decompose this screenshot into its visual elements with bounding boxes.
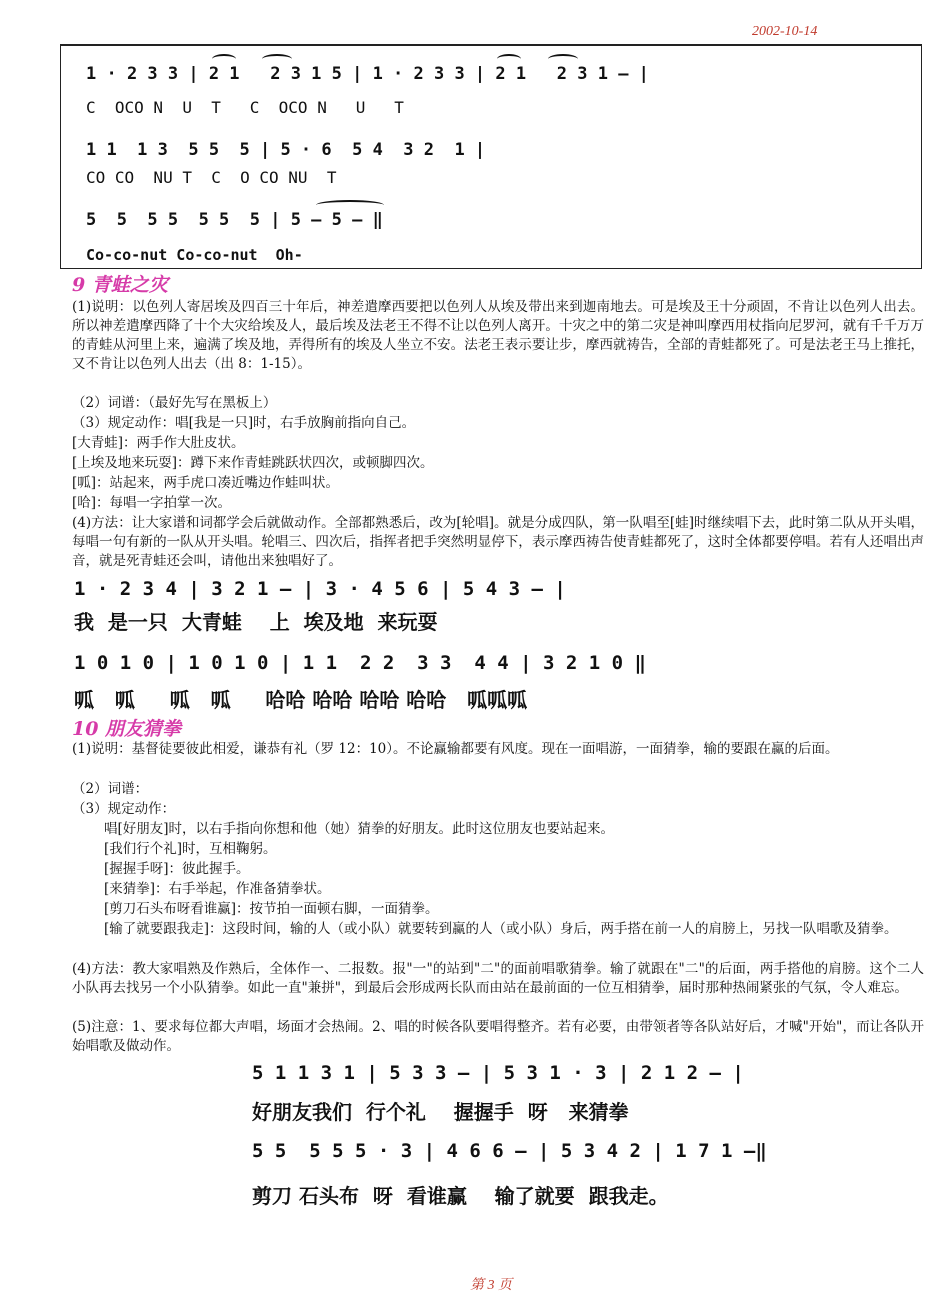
section10-action: [来猜拳]：右手举起，作准备猜拳状。 [104,881,331,897]
section9-description: (1)说明：以色列人寄居埃及四百三十年后，神差遣摩西要把以色列人从埃及带出来到迦南地去。可是埃及王十分顽固，不肯让以色列人出去。所以神差遣摩西降了十个大灾给埃及人，最后埃及法老王不得不让以色列人离开。十灾之中的第二灾是神叫摩西用杖指向尼罗河，就有千千万万的青蛙从河里上来，遍满了埃及地，弄得所有的埃及人坐立不安。法老王表示要让步，摩西就祷告，全部的青蛙都死了。可是法老王马上推托，又不肯让以色列人出去（出 8：1-15）。 [72,299,924,372]
page-number: 第 3 页 [470,1278,512,1293]
section10-lyrics-heading: （2）词谱： [72,781,149,797]
section10-action: [输了就要跟我走]：这段时间，输的人（或小队）就要转到赢的人（或小队）身后，两手搭在前一人的肩膀上，另找一队唱歌及猜拳。 [104,921,898,937]
coconut-lyrics-row1: C OCO N U T C OCO N U T [86,98,404,117]
slur-mark [262,54,292,64]
section9-action: [呱]：站起来，两手虎口凑近嘴边作蛙叫状。 [72,475,340,491]
section10-description: (1)说明：基督徒要彼此相爱，谦恭有礼（罗 12：10）。不论赢输都要有风度。现在一面唱游，一面猜拳，输的要跟在赢的后面。 [72,741,839,757]
section10-action: [握握手呀]：彼此握手。 [104,861,250,877]
slur-mark [212,54,236,64]
coconut-notes-row1: 1 · 2 3 3 | 2 1 2 3 1 5 | 1 · 2 3 3 | 2 1 2 3 1 — | [86,64,649,84]
section10-method: (4)方法：教大家唱熟及作熟后，全体作一、二报数。报"一"的站到"二"的面前唱歌猜拳。输了就跟在"二"的后面，两手搭他的肩膀。这个二人小队再去找另一个小队猜拳。如此一直"兼拼"，到最后会形成两长队而由站在最前面的一位互相猜拳，届时那种热闹紧张的气氛，令人难忘。 [72,961,924,996]
section10-action: 唱[好朋友]时，以右手指向你想和他（她）猜拳的好朋友。此时这位朋友也要站起来。 [104,821,615,837]
section9-action: [上埃及地来玩耍]：蹲下来作青蛙跳跃状四次，或顿脚四次。 [72,455,434,471]
section9-actions-heading: （3）规定动作：唱[我是一只]时，右手放胸前指向自己。 [72,415,416,431]
coconut-notes-row2: 1 1 1 3 5 5 5 | 5 · 6 5 4 3 2 1 | [86,140,486,160]
section9-lyrics-heading: （2）词谱：（最好先写在黑板上） [72,395,277,411]
section10-actions-heading: （3）规定动作： [72,801,176,817]
slur-mark [316,200,384,210]
section10-action: [我们行个礼]时，互相鞠躬。 [104,841,277,857]
section9-title: 9 青蛙之灾 [72,274,168,296]
coconut-lyrics-row3: Co-co-nut Co-co-nut Oh- [86,246,303,264]
slur-mark [497,54,521,64]
coconut-lyrics-row2: CO CO NU T C O CO NU T [86,168,337,187]
section9-action: [哈]：每唱一字拍掌一次。 [72,495,232,511]
rps-song-lyrics-row2: 剪刀 石头布 呀 看谁赢 输了就要 跟我走。 [252,1184,669,1208]
frog-song-lyrics-row1: 我 是一只 大青蛙 上 埃及地 来玩耍 [74,610,438,634]
frog-song-notes-row2: 1 0 1 0 | 1 0 1 0 | 1 1 2 2 3 3 4 4 | 3 2 1 0 ‖ [74,652,646,674]
section10-title: 10 朋友猜拳 [72,718,182,740]
rps-song-notes-row1: 5 1 1 3 1 | 5 3 3 — | 5 3 1 · 3 | 2 1 2 — | [252,1062,744,1084]
rps-song-notes-row2: 5 5 5 5 5 · 3 | 4 6 6 — | 5 3 4 2 | 1 7 1 —‖ [252,1140,767,1162]
header-date: 2002-10-14 [752,24,818,39]
rps-song-lyrics-row1: 好朋友我们 行个礼 握握手 呀 来猜拳 [252,1100,629,1124]
section10-action: [剪刀石头布呀看谁赢]：按节拍一面顿右脚，一面猜拳。 [104,901,439,917]
coconut-notes-row3: 5 5 5 5 5 5 5 | 5 — 5 — ‖ [86,210,383,230]
slur-mark [548,54,578,64]
frog-song-lyrics-row2: 呱 呱 呱 呱 哈哈 哈哈 哈哈 哈哈 呱呱呱 [74,688,528,712]
section9-method: (4)方法：让大家谱和词都学会后就做动作。全部都熟悉后，改为[轮唱]。就是分成四队，第一队唱至[蛙]时继续唱下去，此时第二队从开头唱，每唱一句有新的一队从开头唱。轮唱三、四次后，指挥者把手突然明显停下，表示摩西祷告使青蛙都死了，这时全体都要停唱。若有人还唱出声音，就是死青蛙还会叫，请他出来独唱好了。 [72,515,924,569]
section9-action: [大青蛙]：两手作大肚皮状。 [72,435,245,451]
section10-notes: (5)注意：1、要求每位都大声唱，场面才会热闹。2、唱的时候各队要唱得整齐。若有必要，由带领者等各队站好后，才喊"开始"，而让各队开始唱歌及做动作。 [72,1019,924,1054]
frog-song-notes-row1: 1 · 2 3 4 | 3 2 1 — | 3 · 4 5 6 | 5 4 3 — | [74,578,566,600]
